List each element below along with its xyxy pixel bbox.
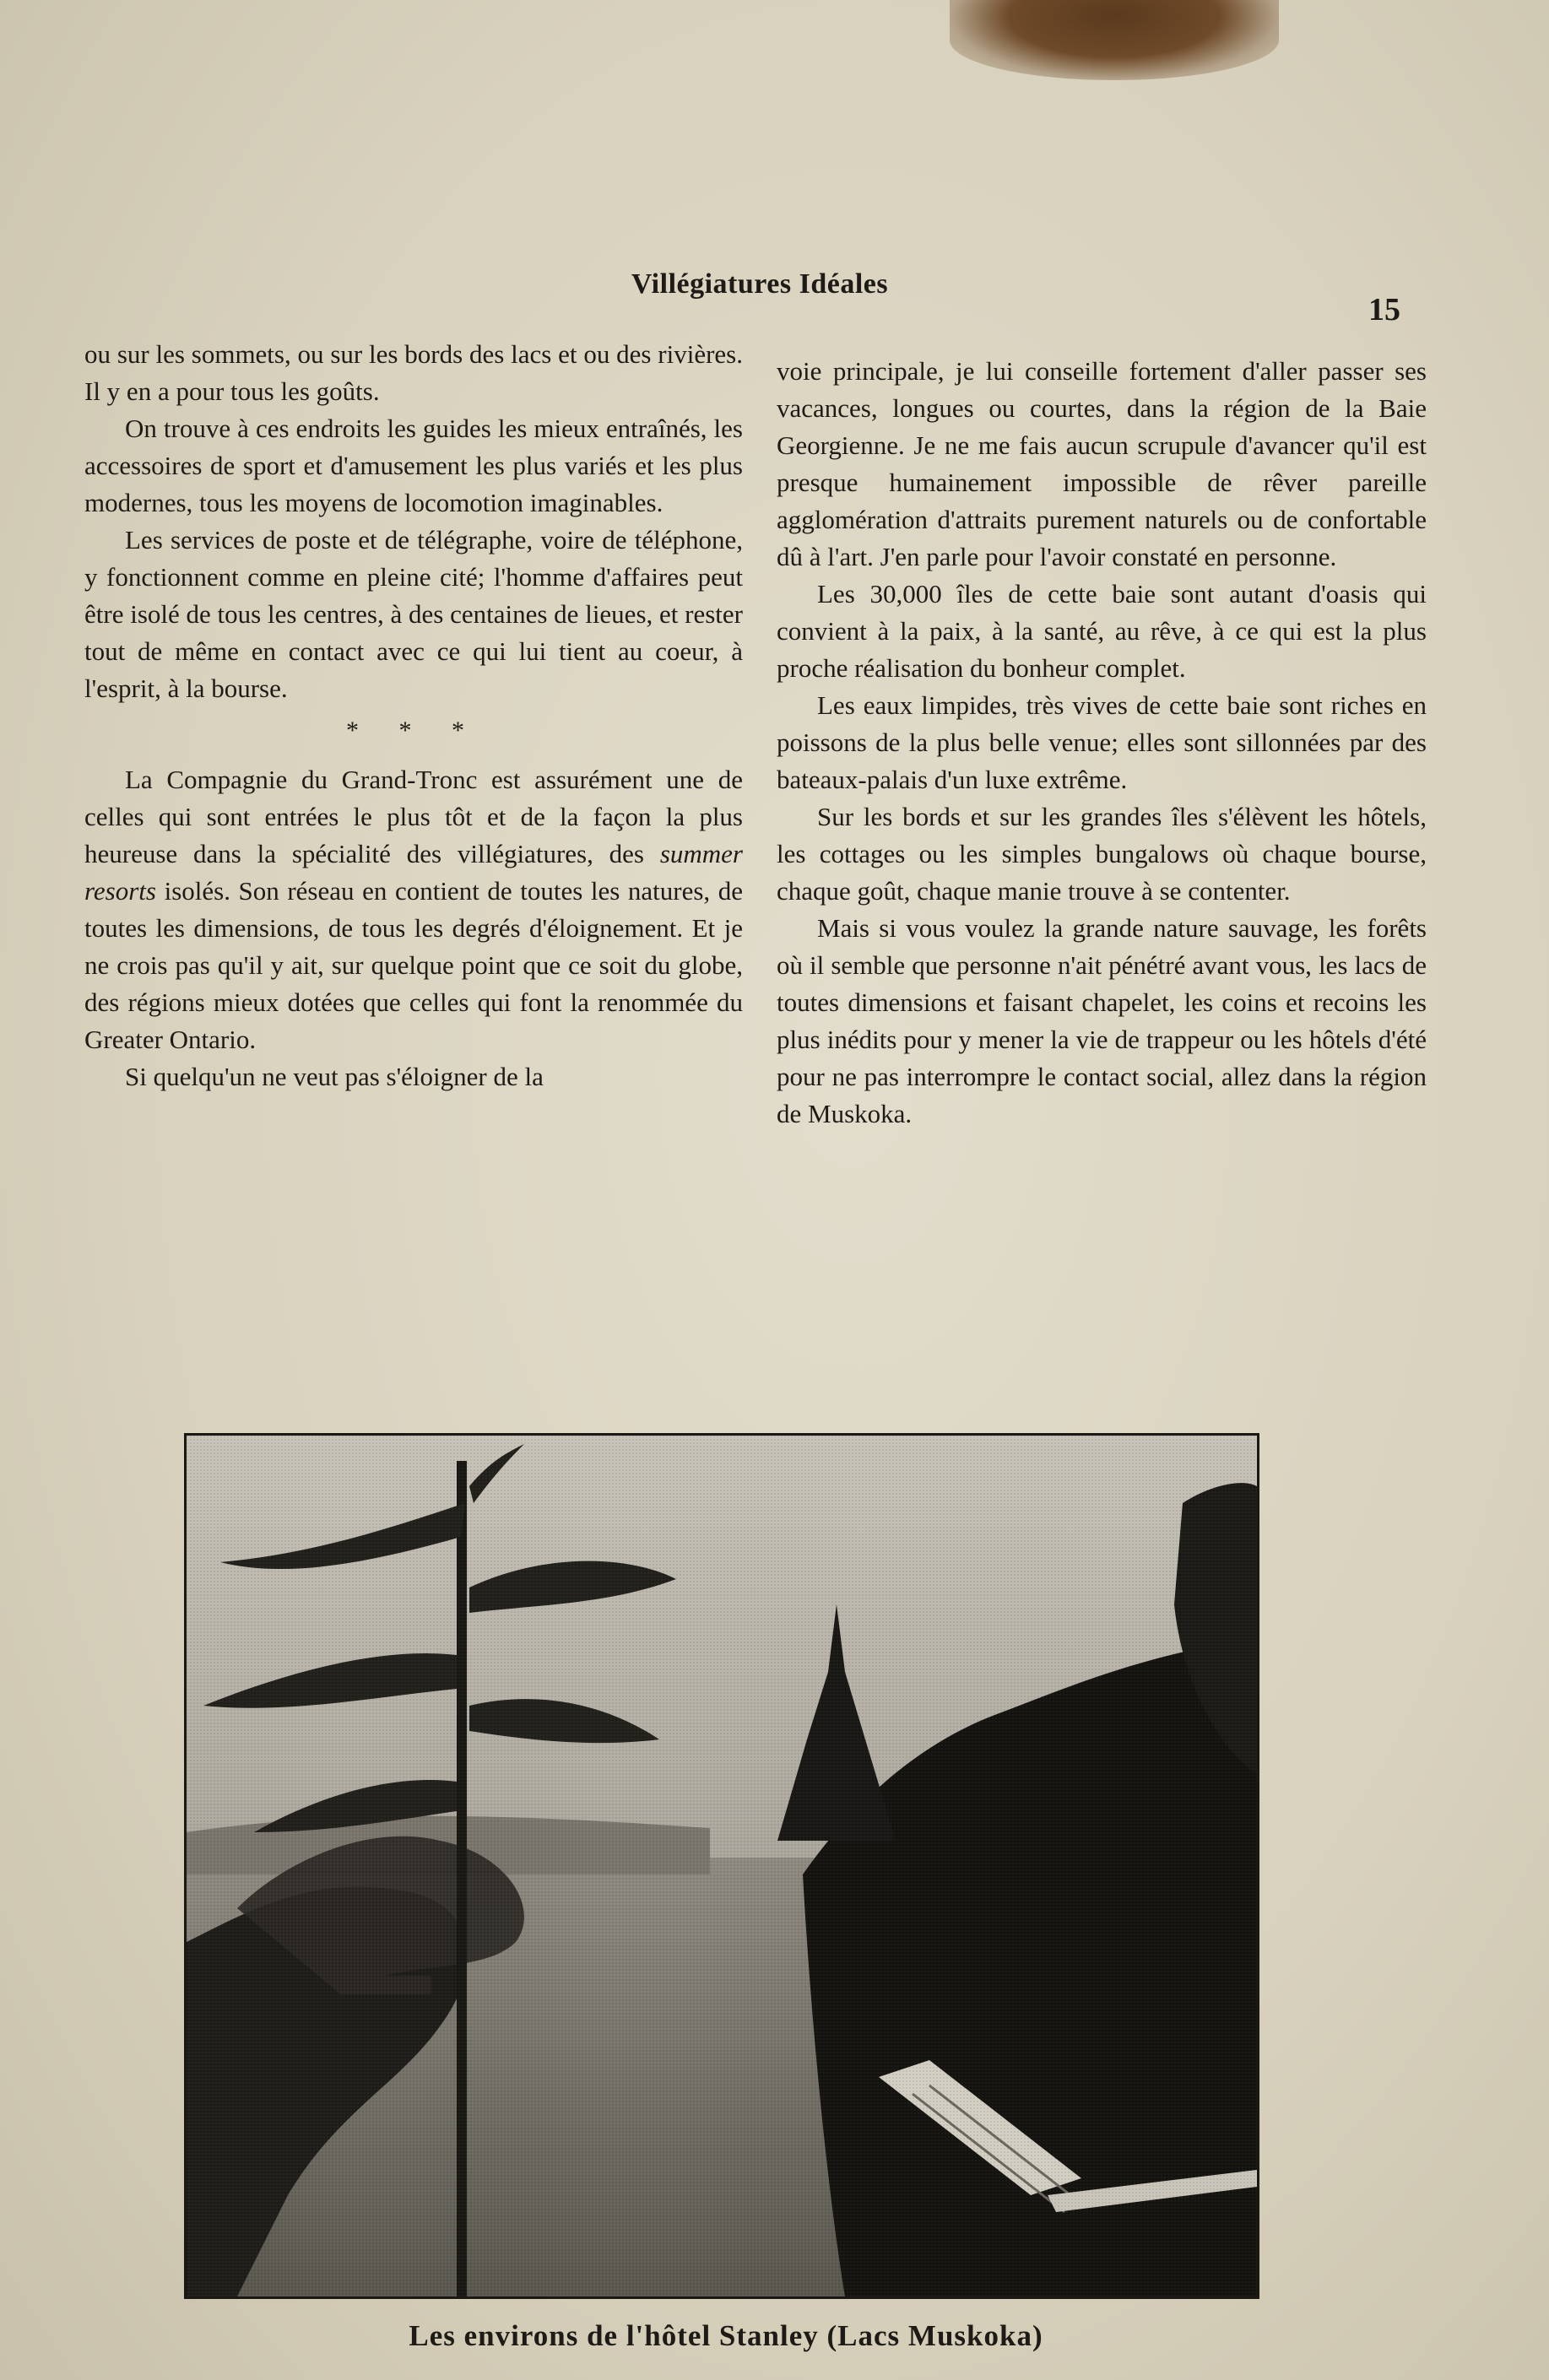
right-paragraph-2: Les 30,000 îles de cette baie sont autant d'oasis qui convient à la paix, à la santé, au rêve, à ce qui est la plus proche réalisation du bonheur complet. (777, 579, 1427, 683)
left-paragraph-3: Les services de poste et de télégraphe, voire de téléphone, y fonctionnent comme en pleine cité; l'homme d'affaires peut être isolé de tous les centres, à des centaines de lieues, et rester tout de même en contact avec ce qui lui tient au coeur, à l'esprit, à la bourse. (84, 525, 743, 703)
right-paragraph-3: Les eaux limpides, très vives de cette baie sont riches en poissons de la plus belle venue; elles sont sillonnées par des bateaux-palais d'un luxe extrême. (777, 690, 1427, 794)
left-paragraph-5: Si quelqu'un ne veut pas s'éloigner de la (125, 1062, 544, 1091)
page-stain (950, 0, 1279, 80)
right-column (777, 353, 1427, 1133)
page-number: 15 (1368, 292, 1400, 327)
left-paragraph-1: ou sur les sommets, ou sur les bords des lacs et ou des rivières. Il y en a pour tous les goûts. (84, 339, 743, 406)
lake-scene-illustration (187, 1436, 1257, 2296)
lake-photograph (184, 1433, 1259, 2299)
summer-resorts-italic: summer resorts (84, 839, 743, 906)
right-paragraph-1: voie principale, je lui conseille fortement d'aller passer ses vacances, longues ou courtes, dans la région de la Baie Georgienne. Je ne me fais aucun scrupule d'avancer qu'il est presque humainement impossible de rêver pareille agglomération d'attraits purement naturels ou de confortable dû à l'art. J'en parle pour l'avoir constaté en personne. (777, 356, 1427, 571)
running-title: Villégiatures Idéales (631, 268, 889, 300)
right-paragraph-5: Mais si vous voulez la grande nature sauvage, les forêts où il semble que personne n'ait pénétré avant vous, les lacs de toutes dimensions et faisant chapelet, les coins et recoins les plus inédits pour y mener la vie de trappeur ou les hôtels d'été pour ne pas interrompre le contact social, allez dans la région de Muskoka. (777, 913, 1427, 1128)
section-separator: * * * (346, 717, 481, 744)
left-column (84, 336, 743, 1095)
left-paragraph-4 (84, 761, 743, 1058)
paragraph-4-text-end: isolés. Son réseau en contient de toutes les natures, de toutes les dimensions, de tous les degrés d'éloignement. Et je ne crois pas qu'il y ait, sur quelque point que ce soit du globe, des régions mieux dotées que celles qui font la renommée du Greater Ontario. (84, 876, 743, 1054)
right-paragraph-4: Sur les bords et sur les grandes îles s'élèvent les hôtels, les cottages ou les simples bungalows où chaque bourse, chaque goût, chaque manie trouve à se contenter. (777, 802, 1427, 906)
paragraph-4-text-start: La Compagnie du Grand-Tronc est assurément une de celles qui sont entrées le plus tôt et de la façon la plus heureuse dans la spécialité des villégiatures, des (84, 765, 743, 868)
photo-caption: Les environs de l'hôtel Stanley (Lacs Muskoka) (409, 2319, 1043, 2352)
left-paragraph-2: On trouve à ces endroits les guides les mieux entraînés, les accessoires de sport et d'amusement les plus variés et les plus modernes, tous les moyens de locomotion imaginables. (84, 414, 743, 517)
